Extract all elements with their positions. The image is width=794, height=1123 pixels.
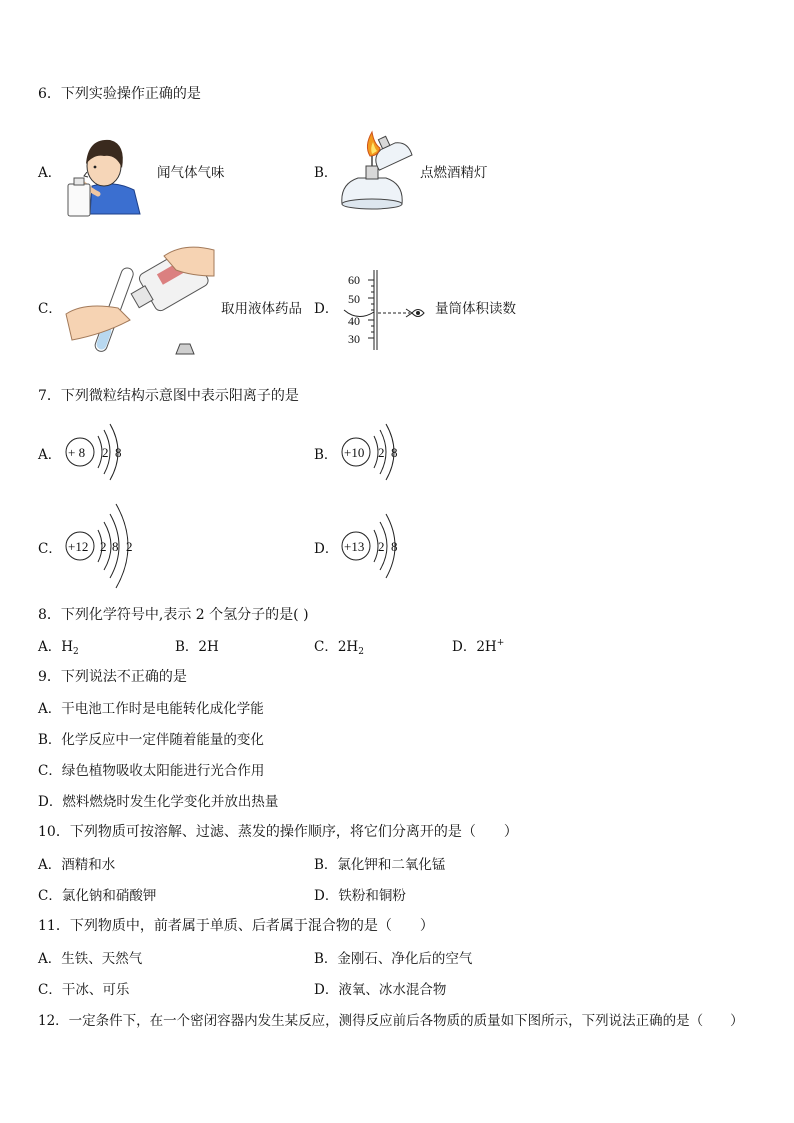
cylinder-tick-40: 40 xyxy=(348,314,360,328)
q6-stem: 6．下列实验操作正确的是 xyxy=(38,86,201,102)
atom-c-shell-1: 2 xyxy=(100,539,107,554)
q6-option-b-letter: B． xyxy=(314,165,338,181)
q8-stem: 8．下列化学符号中,表示 2 个氢分子的是( ) xyxy=(38,607,309,623)
q8-option-c-subscript: 2 xyxy=(358,647,364,657)
q6-option-b-caption: 点燃酒精灯 xyxy=(420,165,488,181)
atom-c-nucleus: +12 xyxy=(68,539,89,554)
atom-d-shell-2: 8 xyxy=(391,539,398,554)
q6-option-d-caption: 量筒体积读数 xyxy=(435,301,516,317)
q8-option-a-subscript: 2 xyxy=(73,647,79,657)
q6-option-c-letter: C． xyxy=(38,301,62,317)
q7-option-a-letter: A． xyxy=(38,447,62,463)
atom-a-nucleus: + 8 xyxy=(68,445,86,460)
atom-b-shell-1: 2 xyxy=(378,445,385,460)
q12-stem: 12．一定条件下，在一个密闭容器内发生某反应，测得反应前后各物质的质量如下图所示，下列说法正确的是（ ） xyxy=(38,1013,744,1029)
cylinder-tick-30: 30 xyxy=(348,332,360,346)
q9-option-a: A．干电池工作时是电能转化成化学能 xyxy=(38,701,264,717)
q6-option-c-caption: 取用液体药品 xyxy=(221,301,302,317)
q8-option-b-formula: 2H xyxy=(198,639,219,655)
q7-option-d-letter: D． xyxy=(314,541,339,557)
q10-option-d: D．铁粉和铜粉 xyxy=(314,888,406,904)
alcohol-lamp-lighting-icon xyxy=(334,126,416,214)
q10-option-a: A．酒精和水 xyxy=(38,857,116,873)
q6-option-d-letter: D． xyxy=(314,301,339,317)
q11-option-b: B．金刚石、净化后的空气 xyxy=(314,951,473,967)
q9-option-c: C．绿色植物吸收太阳能进行光合作用 xyxy=(38,763,265,779)
q8-option-c-letter: C． xyxy=(314,639,338,655)
atom-c-shell-2: 8 xyxy=(112,539,119,554)
child-smelling-bottle-icon xyxy=(64,128,144,220)
q7-stem: 7．下列微粒结构示意图中表示阳离子的是 xyxy=(38,388,299,404)
q10-stem: 10．下列物质可按溶解、过滤、蒸发的操作顺序，将它们分离开的是（ ） xyxy=(38,824,518,840)
pouring-liquid-test-tube-icon xyxy=(64,236,214,362)
q10-option-b: B．氯化钾和二氧化锰 xyxy=(314,857,446,873)
q9-stem: 9．下列说法不正确的是 xyxy=(38,669,187,685)
q11-option-c: C．干冰、可乐 xyxy=(38,982,130,998)
q11-stem: 11．下列物质中，前者属于单质、后者属于混合物的是（ ） xyxy=(38,918,434,934)
q8-option-d-formula: 2H xyxy=(476,639,497,655)
q8-option-c-formula: 2H xyxy=(337,639,359,655)
atom-c-shell-3: 2 xyxy=(126,539,133,554)
q10-option-c: C．氯化钠和硝酸钾 xyxy=(38,888,157,904)
q8-option-a xyxy=(38,635,79,657)
atom-a-shell-1: 2 xyxy=(102,445,109,460)
q11-option-d: D．液氧、冰水混合物 xyxy=(314,982,447,998)
q8-option-a-formula: H xyxy=(61,639,74,655)
q9-option-b: B．化学反应中一定伴随着能量的变化 xyxy=(38,732,264,748)
q9-option-d: D．燃料燃烧时发生化学变化并放出热量 xyxy=(38,794,279,810)
q11-option-a: A．生铁、天然气 xyxy=(38,951,143,967)
q8-option-d xyxy=(452,635,504,655)
q8-option-a-letter: A． xyxy=(38,639,62,655)
atom-b-nucleus: +10 xyxy=(344,445,365,460)
q8-option-b-letter: B． xyxy=(175,639,199,655)
atom-b-shell-2: 8 xyxy=(391,445,398,460)
q8-option-c xyxy=(314,635,364,657)
q8-option-d-letter: D． xyxy=(452,639,477,655)
atom-d-shell-1: 2 xyxy=(378,539,385,554)
cylinder-tick-50: 50 xyxy=(348,292,360,306)
q8-option-b xyxy=(175,635,219,655)
atom-a-shell-2: 8 xyxy=(115,445,122,460)
atom-d-nucleus: +13 xyxy=(344,539,365,554)
q6-option-a-caption: 闻气体气味 xyxy=(157,165,225,181)
q7-option-c-letter: C． xyxy=(38,541,62,557)
q8-option-d-superscript: + xyxy=(496,638,505,648)
q6-option-a-letter: A． xyxy=(38,165,62,181)
cylinder-tick-60: 60 xyxy=(348,273,360,287)
q7-option-b-letter: B． xyxy=(314,447,338,463)
